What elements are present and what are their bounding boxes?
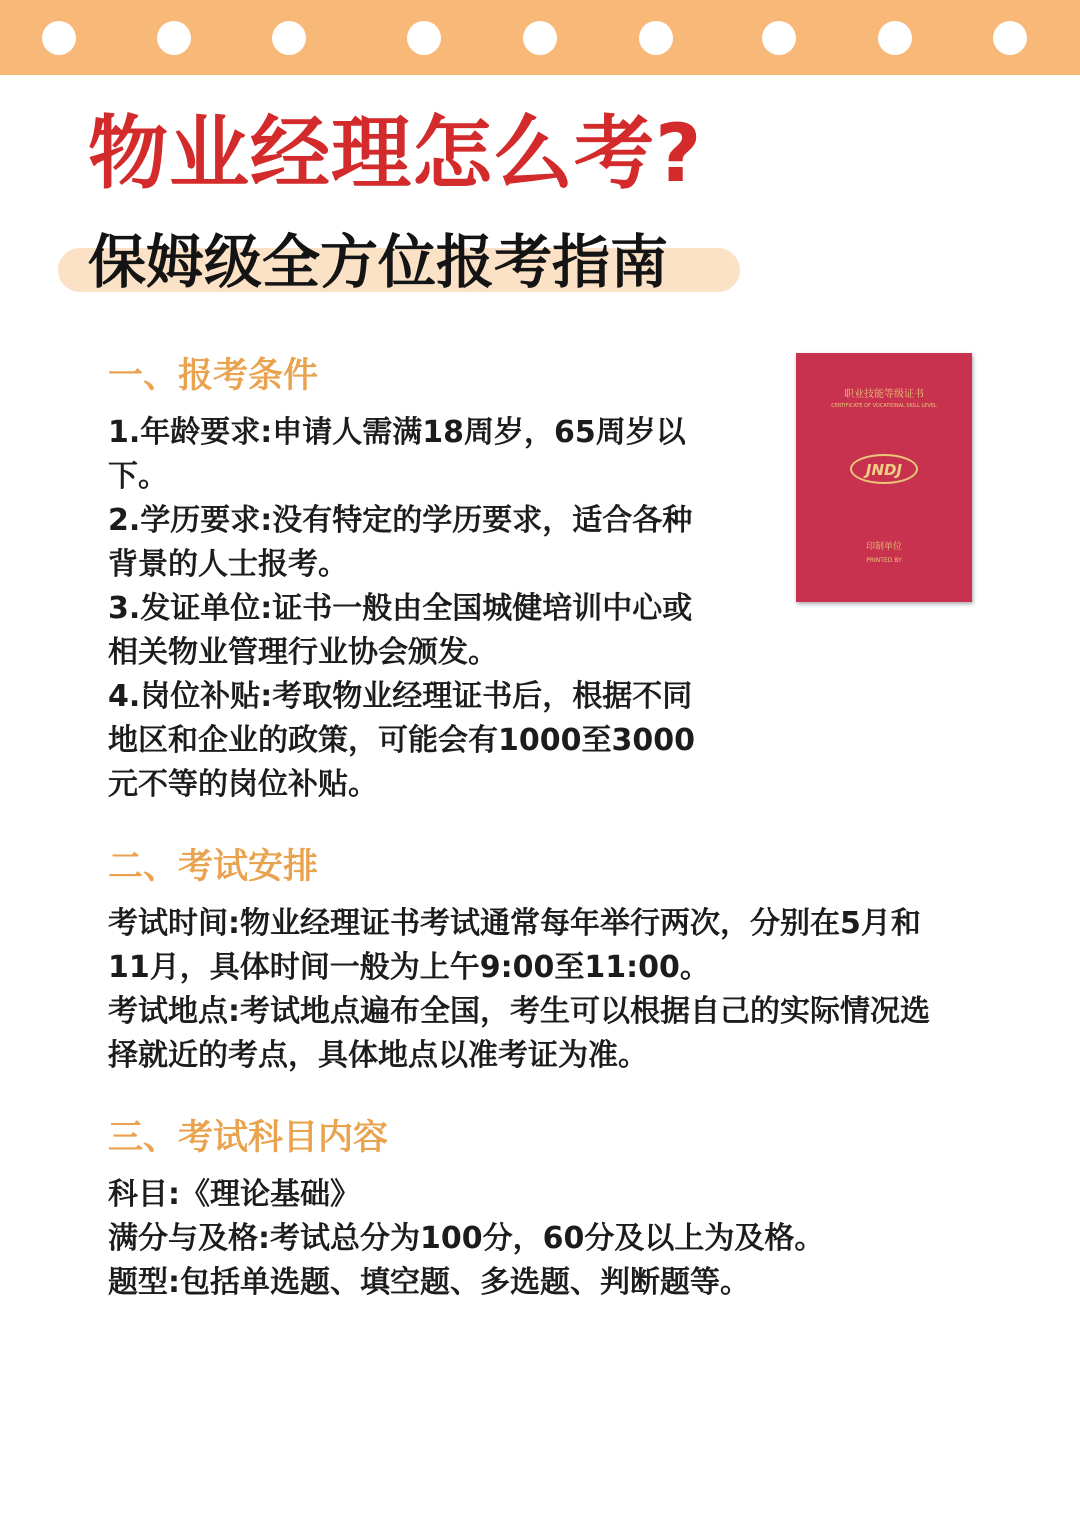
section-heading-conditions: 一、报考条件 [108,356,319,396]
top-banner [0,0,1080,75]
certificate-subheader: CERTIFICATE OF VOCATIONAL SKILL LEVEL [831,403,937,409]
body-line: 择就近的考点，具体地点以准考证为准。 [108,1038,648,1073]
body-line: 背景的人士报考。 [108,547,348,582]
body-line: 题型:包括单选题、填空题、多选题、判断题等。 [108,1265,750,1300]
certificate-footer-en: PRINTED BY [866,557,902,564]
section-body-subjects [108,1173,824,1305]
section-heading-subjects: 三、考试科目内容 [108,1118,389,1158]
body-line: 相关物业管理行业协会颁发。 [108,635,498,670]
body-line: 考试地点:考试地点遍布全国，考生可以根据自己的实际情况选 [108,994,930,1029]
banner-dot [993,21,1027,55]
certificate-image [796,353,972,602]
body-line: 地区和企业的政策，可能会有1000至3000 [108,723,695,758]
subtitle-block [58,222,748,302]
certificate-header: 职业技能等级证书 [844,389,924,400]
certificate-footer: 印制单位 [865,542,902,552]
body-line: 3.发证单位:证书一般由全国城健培训中心或 [108,591,693,626]
body-line: 1.年龄要求:申请人需满18周岁，65周岁以 [108,415,686,450]
body-line: 考试时间:物业经理证书考试通常每年举行两次，分别在5月和 [108,906,921,941]
banner-dot [272,21,306,55]
banner-dot [639,21,673,55]
banner-dot [878,21,912,55]
section-heading-schedule: 二、考试安排 [108,847,319,887]
section-body-conditions [108,411,695,807]
body-line: 11月，具体时间一般为上午9:00至11:00。 [108,950,710,985]
banner-dot [42,21,76,55]
banner-dot [762,21,796,55]
body-line: 满分与及格:考试总分为100分，60分及以上为及格。 [108,1221,825,1256]
banner-dot [407,21,441,55]
body-line: 元不等的岗位补贴。 [108,767,378,802]
page-subtitle: 保姆级全方位报考指南 [88,228,669,296]
banner-dot [157,21,191,55]
page-title: 物业经理怎么考? [88,107,703,200]
body-line: 4.岗位补贴:考取物业经理证书后，根据不同 [108,679,693,714]
section-body-schedule [108,902,930,1078]
body-line: 科目:《理论基础》 [108,1177,360,1212]
certificate-logo [850,454,918,484]
certificate-logo-text: JNDJ [865,461,903,479]
body-line: 2.学历要求:没有特定的学历要求，适合各种 [108,503,693,538]
banner-dot [523,21,557,55]
body-line: 下。 [108,459,168,494]
